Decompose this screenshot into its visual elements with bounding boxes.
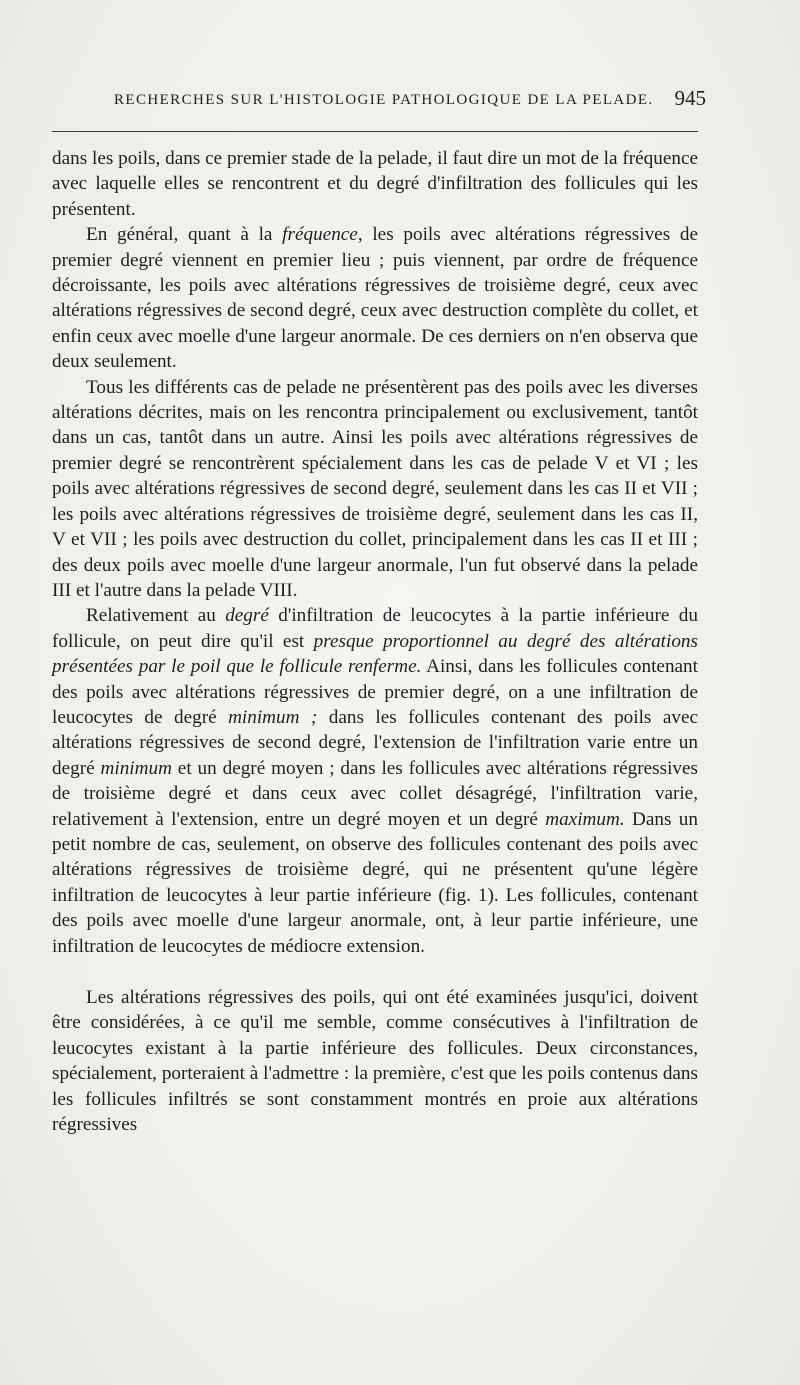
page-header xyxy=(90,86,710,116)
paragraph-text: Les altérations régressives des poils, qui ont été examinées jusqu'ici, doivent être considérées, à ce qu'il me semble, comme consécutives à l'infiltration de leucocytes existant à la partie inférieure des follicules. Deux circonstances, spécialement, porteraient à l'admettre : la première, c'est que les poils contenus dans les follicules infiltrés se sont constamment montrés en proie aux altérations régressives xyxy=(52,987,698,1136)
emphasis-maximum: maximum. xyxy=(545,808,625,830)
paragraph-text: Tous les différents cas de pelade ne présentèrent pas des poils avec les diverses altérations décrites, mais on les rencontra principalement ou exclusivement, tantôt dans un cas, tantôt dans un autre. Ainsi les poils avec altérations régressives de premier degré se rencontrèrent spécialement dans les cas de pelade V et VI ; les poils avec altérations régressives de second degré, seulement dans les cas II et VII ; les poils avec altérations régressives de troisième degré, seulement dans les cas II, V et VII ; les poils avec destruction du collet, principalement dans les cas II et III ; des deux poils avec moelle d'une largeur anormale, l'un fut observé dans la pelade III et l'autre dans la pelade VIII. xyxy=(52,376,698,601)
emphasis-degre: degré xyxy=(225,605,269,627)
paragraph-2 xyxy=(52,222,698,374)
emphasis-minimum: minimum ; xyxy=(228,706,318,728)
header-rule xyxy=(52,131,698,132)
paragraph-4 xyxy=(52,603,698,959)
page-number: 945 xyxy=(674,86,706,110)
paragraph-text: dans les follicules contenant des poils avec altérations régressives de second degré, l'extension de l'infiltration varie entre un degré xyxy=(52,706,698,779)
paragraph-text: En général, quant à la xyxy=(86,224,283,246)
paragraph-text: Ainsi, dans les follicules contenant des poils avec altérations régressives de premier degré, on a une infiltration de leucocytes de degré xyxy=(52,656,698,728)
body-text xyxy=(52,146,698,1137)
paragraph-text: , les poils avec altérations régressives de premier degré viennent en premier lieu ; puis viennent, par ordre de fréquence décroissante, les poils avec altérations régressives de troisième degré, ceux avec altérations régressives de second degré, ceux avec destruction complète du collet, et enfin ceux avec moelle d'une largeur anormale. De ces derniers on n'en observa que deux seulement. xyxy=(52,224,698,373)
paragraph-1 xyxy=(52,146,698,222)
paragraph-5 xyxy=(52,985,698,1137)
paragraph-text: et un degré moyen ; dans les follicules avec altérations régressives de troisième degré et dans ceux avec collet désagrégé, l'infiltration varie, relativement à l'extension, entre un degré moyen et un degré xyxy=(52,757,698,830)
emphasis-frequence: fréquence xyxy=(282,224,358,246)
running-title: RECHERCHES SUR L'HISTOLOGIE PATHOLOGIQUE DE LA PELADE. xyxy=(114,92,654,108)
paragraph-text: Dans un petit nombre de cas, seulement, on observe des follicules contenant des poils avec altérations régressives de troisième degré, qui ne présentent qu'une légère infiltration de leucocytes à leur partie inférieure (fig. 1). Les follicules, contenant des poils avec moelle d'une largeur anormale, ont, à leur partie inférieure, une infiltration de leucocytes de médiocre extension. xyxy=(52,808,698,957)
emphasis-minimum: minimum xyxy=(100,757,172,779)
emphasis-proportionnel: presque proportionnel au degré des altérations présentées par le poil que le follicule renferme. xyxy=(52,630,698,678)
paragraph-3 xyxy=(52,375,698,604)
paragraph-text: Relativement au xyxy=(86,605,226,627)
paragraph-text: d'infiltration de leucocytes à la partie inférieure du follicule, on peut dire qu'il est xyxy=(52,605,698,652)
paragraph-text: dans les poils, dans ce premier stade de la pelade, il faut dire un mot de la fréquence avec laquelle elles se rencontrent et du degré d'infiltration des follicules qui les présentent. xyxy=(52,148,698,220)
